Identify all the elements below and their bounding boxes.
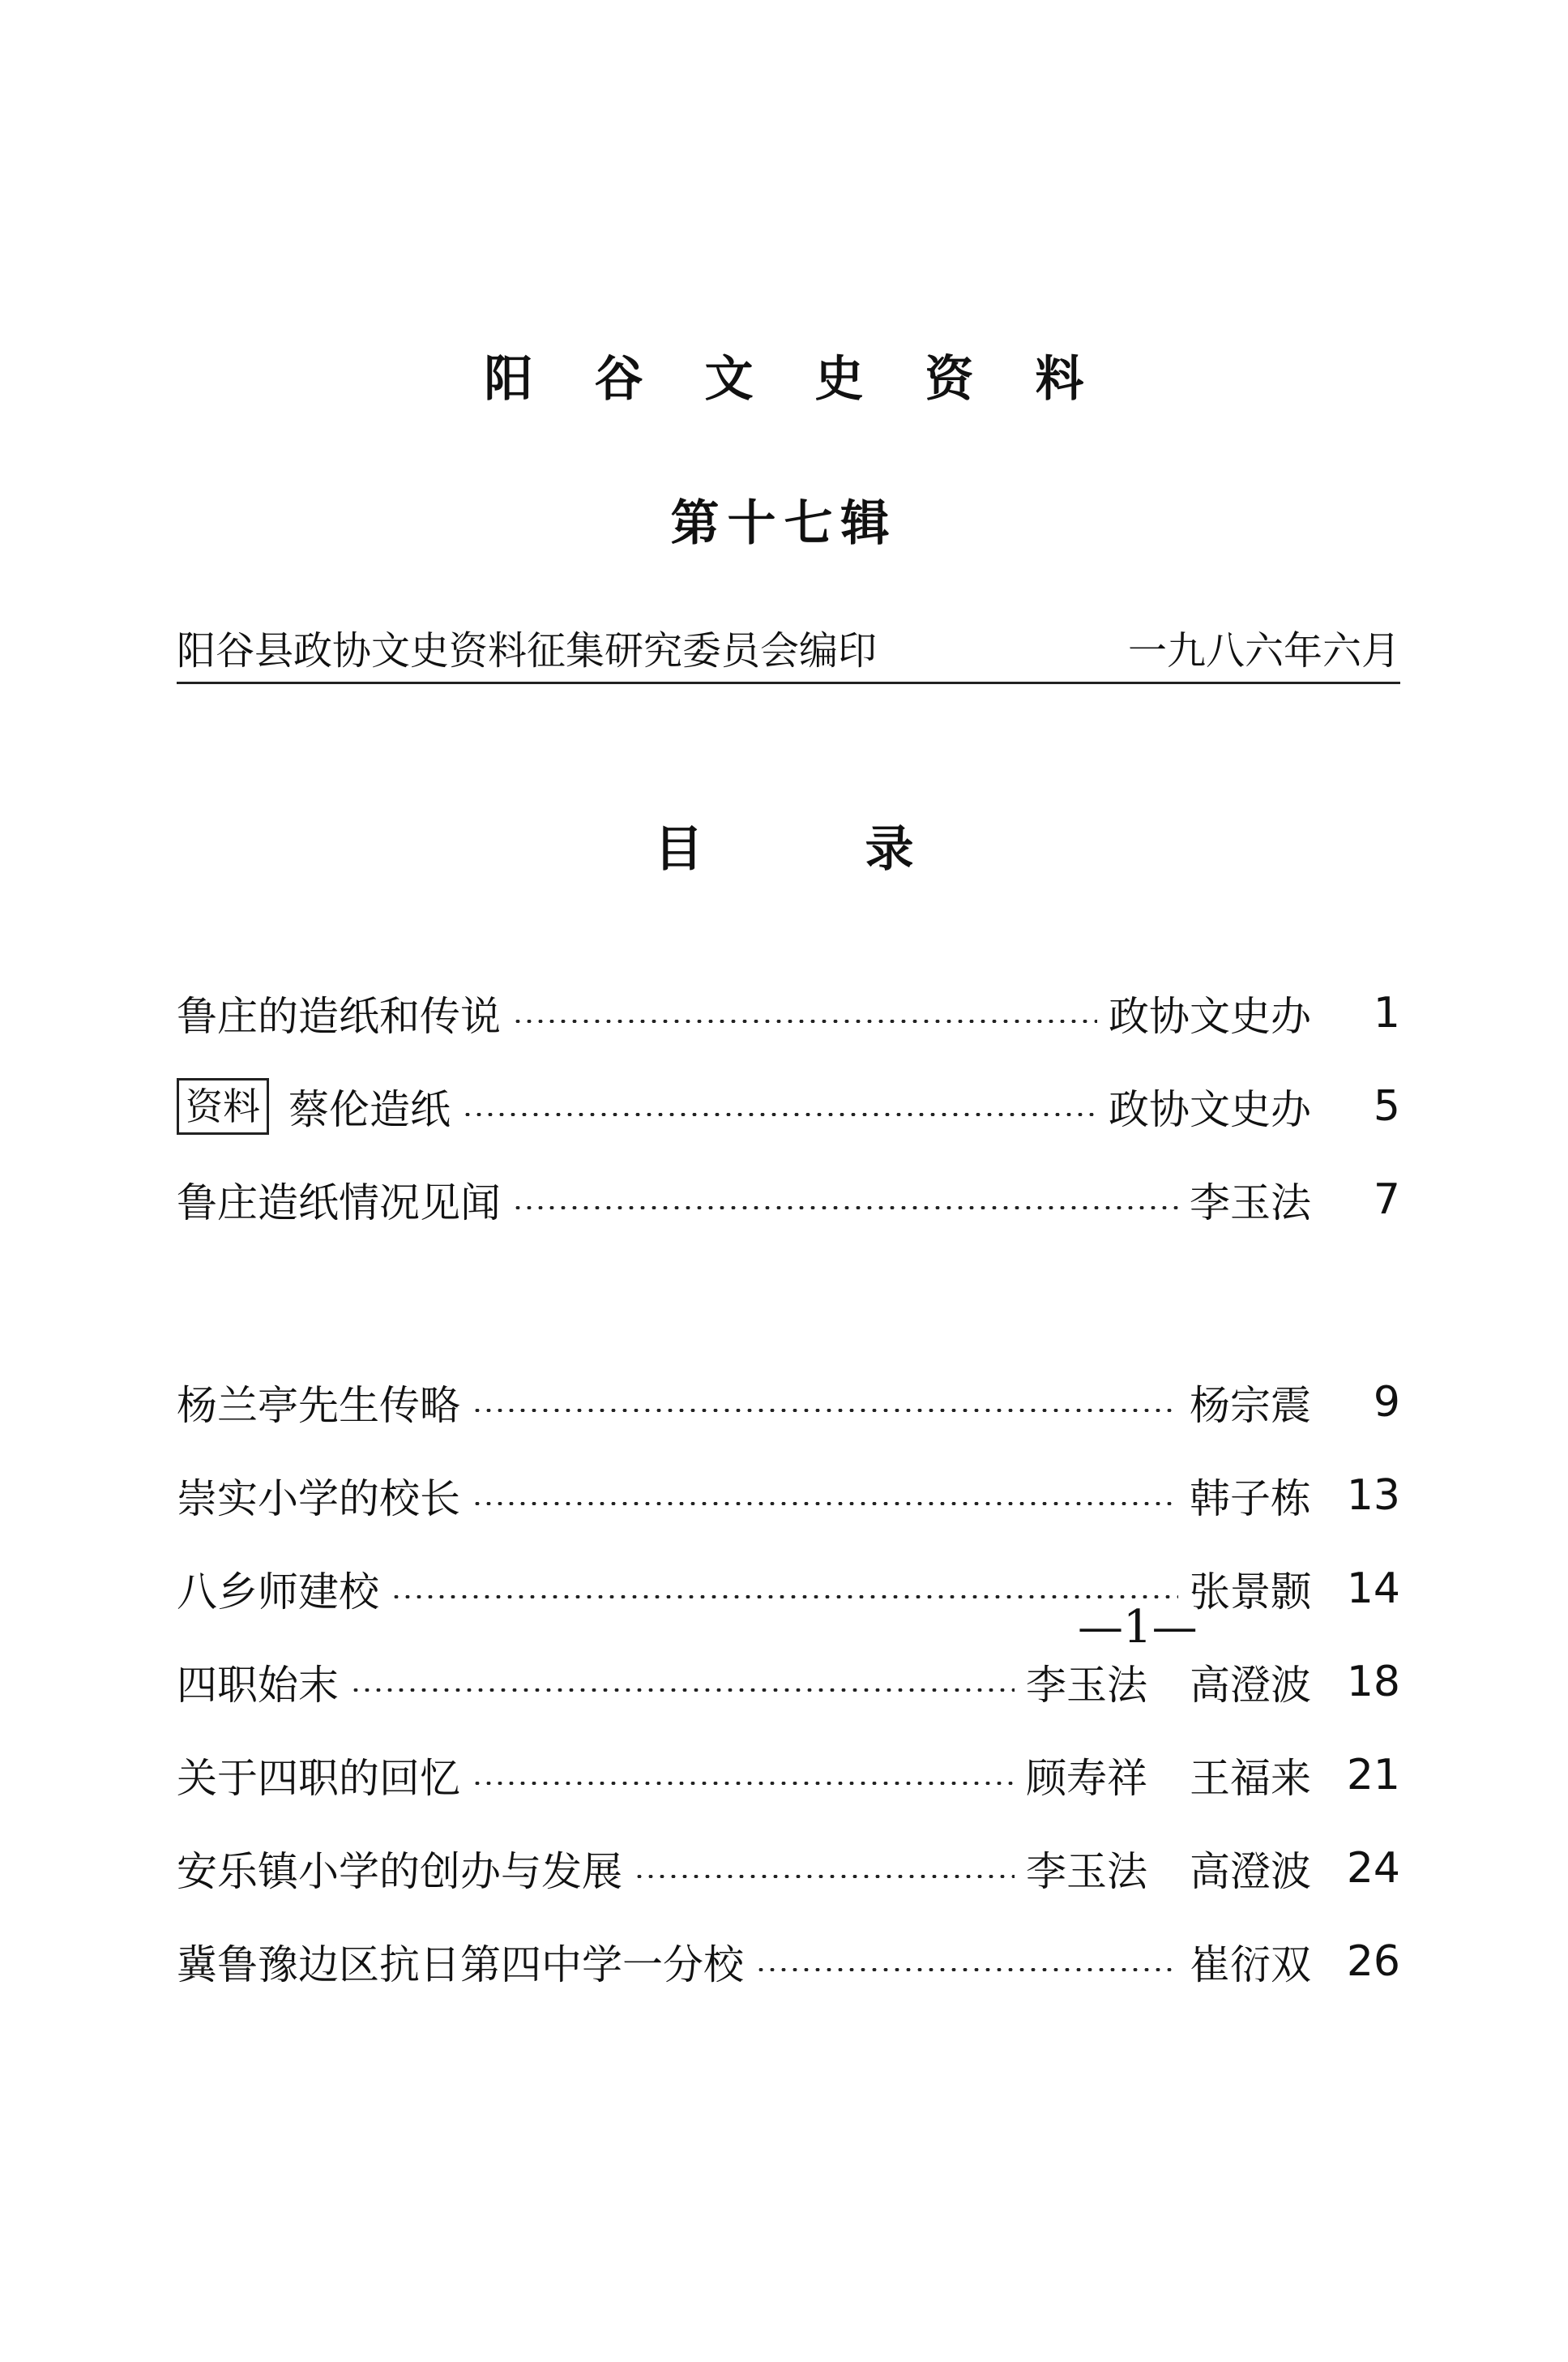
- toc-entry-title: 蔡伦造纸: [288, 1086, 451, 1133]
- dot-leader: [391, 1595, 1178, 1598]
- toc-entry: [177, 1929, 1400, 1994]
- toc-entry-page: 26: [1346, 1937, 1400, 1986]
- toc-entry-author: 杨宗震: [1190, 1382, 1311, 1429]
- toc-entry-author: 张景颢: [1190, 1568, 1311, 1615]
- toc-entry-page: 7: [1373, 1175, 1400, 1224]
- title-char: 文: [704, 351, 754, 408]
- toc-entry: [177, 1650, 1400, 1714]
- toc-entry-page: 24: [1346, 1844, 1400, 1893]
- toc-heading: [0, 811, 1568, 880]
- toc-entry: [177, 1074, 1400, 1139]
- toc-entry-author: 李玉法: [1026, 1848, 1147, 1895]
- toc-entry-authors: [1026, 1653, 1311, 1711]
- dot-leader: [512, 1020, 1097, 1023]
- toc-entry-author: 崔衍双: [1190, 1941, 1311, 1988]
- toc-entry: [177, 981, 1400, 1046]
- publisher-name: 阳谷县政协文史资料征集研究委员会编印: [177, 628, 878, 674]
- toc-entry-authors: [1026, 1746, 1311, 1804]
- toc-entry-page: 13: [1346, 1471, 1400, 1520]
- toc-entry: [177, 1836, 1400, 1901]
- toc-entry: [177, 1370, 1400, 1435]
- toc-entry: [177, 1167, 1400, 1232]
- toc-entry-page: 9: [1373, 1378, 1400, 1427]
- toc-entry-page: 14: [1346, 1564, 1400, 1613]
- toc-entry-page: 21: [1346, 1751, 1400, 1799]
- toc-entry: [177, 1743, 1400, 1808]
- toc-entry-authors: [1190, 1932, 1311, 1991]
- dot-leader: [755, 1968, 1178, 1971]
- title-char: 谷: [594, 351, 643, 408]
- toc-entry-authors: [1109, 984, 1311, 1042]
- toc-entry-title: 八乡师建校: [177, 1568, 379, 1615]
- toc-entry-page: 18: [1346, 1658, 1400, 1706]
- toc-entry-tag: 资料: [177, 1078, 269, 1135]
- toc-entry-author: 李玉法: [1190, 1179, 1311, 1226]
- toc-entry-author: 高澄波: [1190, 1848, 1311, 1895]
- dot-leader: [462, 1113, 1097, 1116]
- title-char: 史: [814, 351, 864, 408]
- toc-heading-char: 录: [865, 821, 914, 878]
- title-char: 资: [925, 351, 974, 408]
- dot-leader: [350, 1688, 1015, 1692]
- toc-heading-char: 目: [654, 821, 703, 878]
- toc-entry-author: 顾寿祥: [1026, 1755, 1147, 1802]
- toc-entry-author: 高澄波: [1190, 1662, 1311, 1709]
- issue-number: 第十七辑: [670, 495, 898, 552]
- dot-leader: [634, 1875, 1015, 1878]
- toc-entry-title: 关于四职的回忆: [177, 1755, 460, 1802]
- toc-entry-authors: [1190, 1466, 1311, 1525]
- toc-entry-page: 1: [1373, 989, 1400, 1038]
- toc-entry-title: 杨兰亭先生传略: [177, 1382, 460, 1429]
- toc-entry-title: 四职始末: [177, 1662, 339, 1709]
- toc-entry-author: 王福来: [1190, 1755, 1311, 1802]
- toc-entry-authors: [1190, 1170, 1311, 1229]
- toc-entry-author: 韩子栋: [1190, 1475, 1311, 1522]
- page-number: —1—: [1078, 1601, 1198, 1654]
- toc-entry: [177, 1556, 1400, 1621]
- toc-entry-title: 鲁庄的造纸和传说: [177, 993, 501, 1040]
- dot-leader: [472, 1409, 1178, 1412]
- publisher-line: [177, 623, 1400, 684]
- toc-entry-authors: [1026, 1839, 1311, 1898]
- toc-entry-title: 鲁庄造纸情况见闻: [177, 1179, 501, 1226]
- dot-leader: [512, 1206, 1178, 1209]
- toc-entry-author: 政协文史办: [1109, 993, 1311, 1040]
- dot-leader: [472, 1782, 1015, 1785]
- toc-entry-authors: [1190, 1373, 1311, 1431]
- toc-entry-author: 政协文史办: [1109, 1086, 1311, 1133]
- toc-entry-author: 李玉法: [1026, 1662, 1147, 1709]
- publication-date: 一九八六年六月: [1127, 628, 1400, 674]
- toc-entry-page: 5: [1373, 1082, 1400, 1131]
- publication-title: [0, 340, 1568, 410]
- toc-entry-authors: [1109, 1077, 1311, 1136]
- title-char: 料: [1035, 351, 1084, 408]
- toc-entry: [177, 1463, 1400, 1528]
- toc-entry-authors: [1190, 1560, 1311, 1618]
- toc-entry-title: 崇实小学的校长: [177, 1475, 460, 1522]
- title-char: 阳: [484, 351, 533, 408]
- dot-leader: [472, 1502, 1178, 1505]
- toc-entry-title: 冀鲁豫边区抗日第四中学一分校: [177, 1941, 744, 1988]
- toc-entry-title: 安乐镇小学的创办与发展: [177, 1848, 622, 1895]
